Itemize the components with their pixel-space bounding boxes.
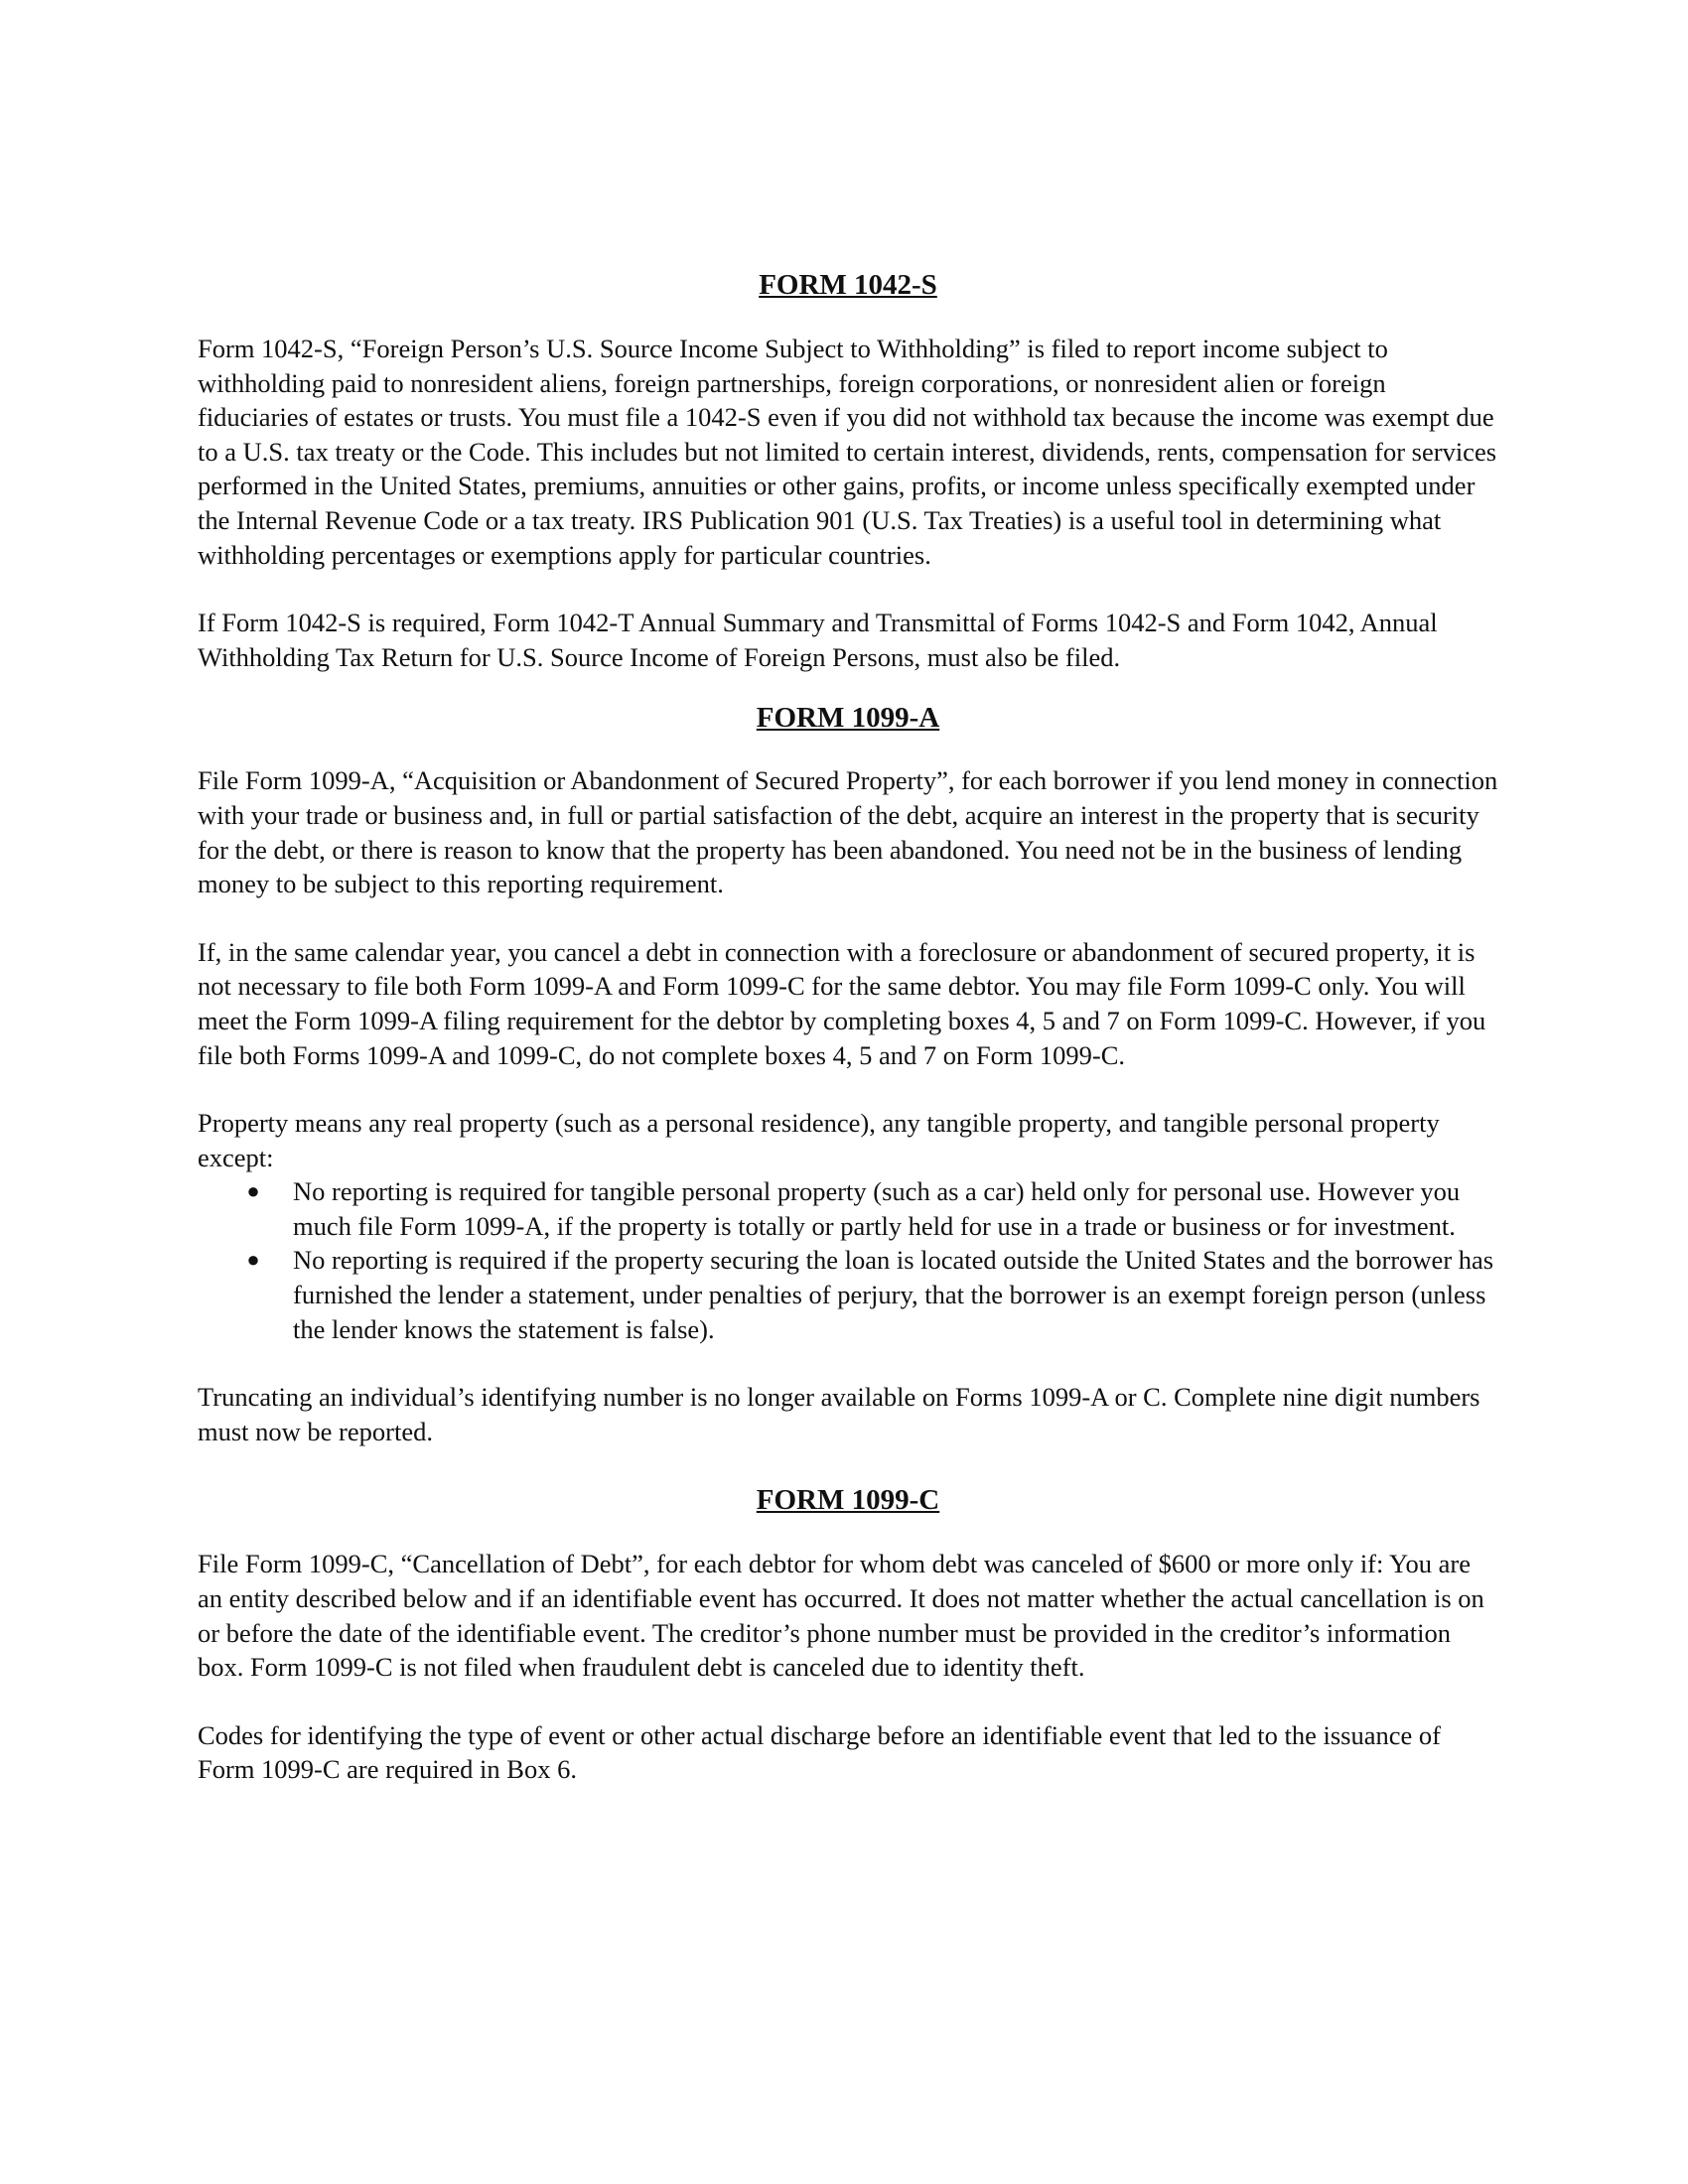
paragraph-1099-a-description: File Form 1099-A, “Acquisition or Abandonment of Secured Property”, for each borrower if you lend money in connection with your trade or business and, in full or partial satisfaction of the debt, acquire an interest in the property that is security for the debt, or there is reason to know that the property has been abandoned. You need not be in the business of lending money to be subject to this reporting requirement. [198, 765, 1498, 899]
paragraph-1099-c-description: File Form 1099-C, “Cancellation of Debt”, for each debtor for whom debt was canceled of $600 or more only if: You are an entity described below and if an identifiable event has occurred. It does not matter whether the actual cancellation is on or before the date of the identifiable event. The creditor’s phone number must be provided in the creditor’s information box. Form 1099-C is not filed when fraudulent debt is canceled due to identity theft. [198, 1549, 1484, 1683]
paragraph-1099-c-codes: Codes for identifying the type of event or other actual discharge before an identifiable event that led to the issuance of Form 1099-C are required in Box 6. [198, 1719, 1441, 1785]
paragraph-truncating-id-number: Truncating an individual’s identifying number is no longer available on Forms 1099-A or C. Complete nine digit numbers must now be reported. [198, 1382, 1480, 1446]
bullet-text: No reporting is required for tangible personal property (such as a car) held only for personal use. However you much file Form 1099-A, if the property is totally or partly held for use in a trade or business or for investment. [293, 1176, 1461, 1241]
list-item [198, 1243, 1498, 1346]
bullet-icon: ● [246, 1247, 260, 1273]
document-page [198, 268, 1498, 1787]
paragraph-1042-t-requirement: If Form 1042-S is required, Form 1042-T Annual Summary and Transmittal of Forms 1042-S and Form 1042, Annual Withholding Tax Return for U.S. Source Income of Foreign Persons, must also be filed. [198, 608, 1438, 672]
section-heading-form-1099-c: FORM 1099-C [756, 1484, 940, 1517]
paragraph-property-definition: Property means any real property (such as a personal residence), any tangible property, and tangible personal property except: [198, 1108, 1440, 1172]
paragraph-1042-s-description: Form 1042-S, “Foreign Person’s U.S. Source Income Subject to Withholding” is filed to report income subject to withholding paid to nonresident aliens, foreign partnerships, foreign corporations, or nonresident alien or foreign fiduciaries of estates or trusts. You must file a 1042-S even if you did not withhold tax because the income was exempt due to a U.S. tax treaty or the Code. This includes but not limited to certain interest, dividends, rents, compensation for services performed in the United States, premiums, annuities or other gains, profits, or income unless specifically exempted under the Internal Revenue Code or a tax treaty. IRS Publication 901 (U.S. Tax Treaties) is a useful tool in determining what withholding percentages or exemptions apply for particular countries. [198, 334, 1497, 570]
section-heading-form-1042-s: FORM 1042-S [759, 269, 937, 301]
bullet-text: No reporting is required if the property securing the loan is located outside the United States and the borrower has furnished the lender a statement, under penalties of perjury, that the borrower is an exempt foreign person (unless the lender knows the statement is false). [293, 1245, 1494, 1344]
list-item [198, 1174, 1498, 1243]
section-heading-form-1099-a: FORM 1099-A [756, 702, 940, 735]
paragraph-1099-a-cancel-debt: If, in the same calendar year, you cancel a debt in connection with a foreclosure or abandonment of secured property, it is not necessary to file both Form 1099-A and Form 1099-C for the same debtor. You may file Form 1099-C only. You will meet the Form 1099-A filing requirement for the debtor by completing boxes 4, 5 and 7 on Form 1099-C. However, if you file both Forms 1099-A and 1099-C, do not complete boxes 4, 5 and 7 on Form 1099-C. [198, 936, 1486, 1070]
exception-bullet-list [198, 1174, 1498, 1346]
bullet-icon: ● [246, 1178, 260, 1204]
